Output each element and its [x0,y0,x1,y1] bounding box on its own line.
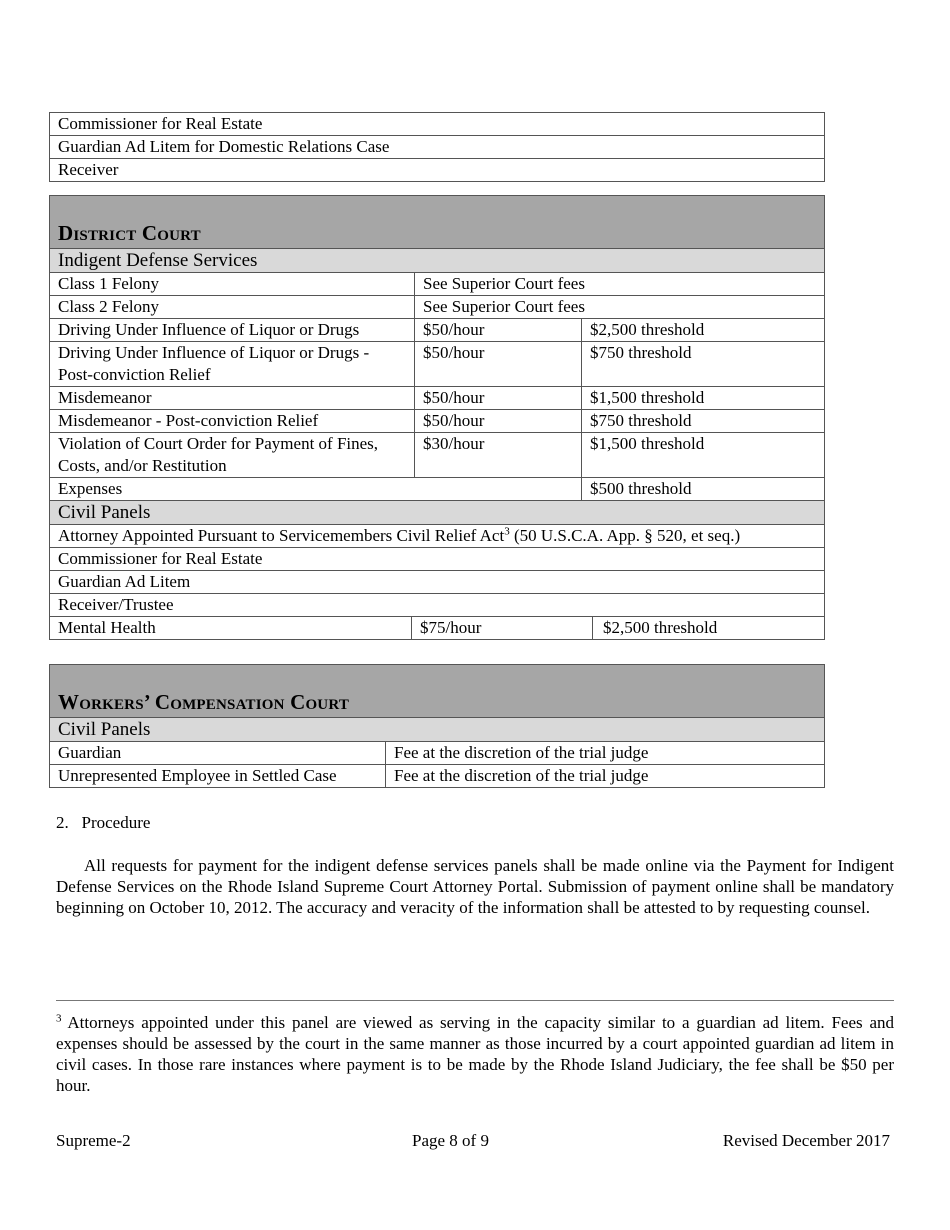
table-row: Unrepresented Employee in Settled Case Fee at the discretion of the trial judge [50,764,824,787]
footer-doc-id: Supreme-2 [56,1131,131,1150]
footnote-ref: 3 [504,525,510,538]
section-header: Indigent Defense Services [50,249,824,272]
workers-comp-table [49,664,825,788]
top-table [49,112,825,182]
workers-comp-header [50,665,824,718]
footnote-mark: 3 [56,1012,62,1025]
footer-revision: Revised December 2017 [722,1131,890,1150]
table-row: Receiver [50,158,824,181]
table-row: Misdemeanor - Post-conviction Relief $50/hour $750 threshold [50,409,824,432]
table-row: Violation of Court Order for Payment of Fines, Costs, and/or Restitution $30/hour $1,500 threshold [50,432,824,477]
table-row: Commissioner for Real Estate [50,547,824,570]
table-row: Guardian Ad Litem [50,570,824,593]
workers-comp-title: Workers’ Compensation Court [58,690,350,714]
table-row: Class 2 Felony See Superior Court fees [50,295,824,318]
table-row: Mental Health $75/hour $2,500 threshold [50,616,824,639]
section-header: Civil Panels [50,500,824,524]
table-row: Expenses $500 threshold [50,477,824,500]
table-row: Driving Under Influence of Liquor or Drugs - Post-conviction Relief $50/hour $750 threshold [50,341,824,386]
table-row: Commissioner for Real Estate [58,114,263,133]
table-row: Guardian Fee at the discretion of the trial judge [50,741,824,764]
table-row: Misdemeanor $50/hour $1,500 threshold [50,386,824,409]
procedure-heading: 2. Procedure [56,813,151,832]
table-row: Attorney Appointed Pursuant to Servicemembers Civil Relief Act$^3$ (50 U.S.C.A. App. § 520, et seq.) [50,524,824,547]
table-row: Driving Under Influence of Liquor or Drugs $50/hour $2,500 threshold [50,318,824,341]
footer-page-number: Page 8 of 9 [412,1131,489,1150]
footnote: $^3$ Attorneys appointed under this panel are viewed as serving in the capacity similar to a guardian ad litem. Fees and expenses should be assessed by the court in the same manner as those incurred by a court appointed guardian ad litem in civil cases. In those rare instances where payment is to be made by the Rhode Island Judiciary, the fee shall be $50 per hour. [56,1012,894,1095]
table-row: Guardian Ad Litem for Domestic Relations Case [50,135,824,158]
table-row: Class 1 Felony See Superior Court fees [50,272,824,295]
district-court-table [49,195,825,640]
district-court-title: District Court [58,221,201,245]
footnote-divider [56,1000,894,1001]
district-court-header [50,196,824,249]
table-row: Receiver/Trustee [50,593,824,616]
procedure-body: All requests for payment for the indigent defense services panels shall be made online via the Payment for Indigent Defense Services on the Rhode Island Supreme Court Attorney Portal. Submission of payment online shall be mandatory beginning on October 10, 2012. The accuracy and veracity of the information shall be attested to by requesting counsel. [56,856,894,917]
section-header: Civil Panels [50,718,824,741]
